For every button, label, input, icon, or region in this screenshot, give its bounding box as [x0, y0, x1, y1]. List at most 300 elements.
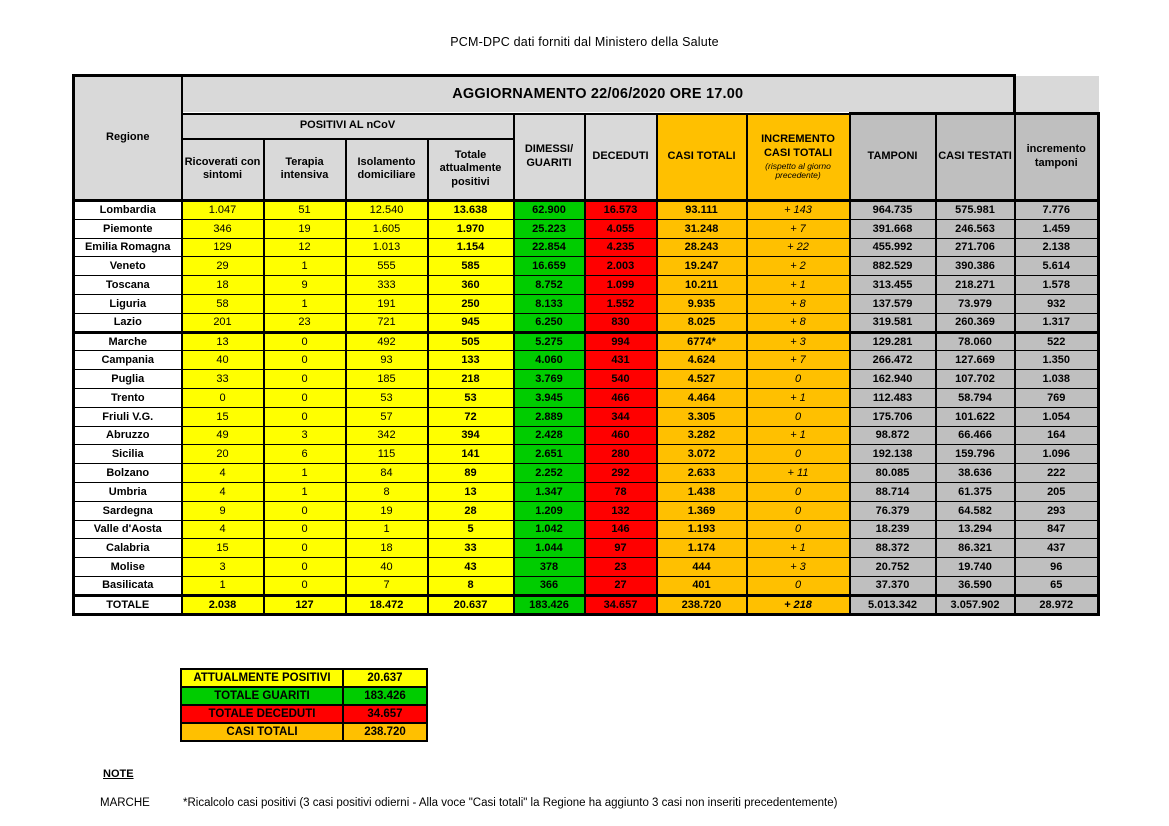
data-cell: 201 — [182, 313, 264, 332]
data-cell: 8 — [346, 482, 428, 501]
data-cell: 466 — [585, 388, 657, 407]
table-row — [74, 445, 1099, 464]
data-cell: 7.776 — [1015, 201, 1099, 220]
data-cell: 830 — [585, 313, 657, 332]
region-cell: Sicilia — [74, 445, 182, 464]
data-cell: + 11 — [747, 464, 850, 483]
data-cell: 53 — [428, 388, 514, 407]
data-cell: 3 — [264, 426, 346, 445]
data-cell: 390.386 — [936, 257, 1015, 276]
data-cell: 1 — [264, 257, 346, 276]
data-cell: 33 — [428, 539, 514, 558]
data-cell: 460 — [585, 426, 657, 445]
summary-row — [181, 687, 427, 705]
table-row — [74, 238, 1099, 257]
data-cell: 0 — [264, 407, 346, 426]
data-cell: 5.275 — [514, 332, 585, 351]
data-cell: 4.055 — [585, 219, 657, 238]
data-cell: 185 — [346, 370, 428, 389]
covid-data-table — [72, 74, 1100, 616]
data-cell: 455.992 — [850, 238, 936, 257]
data-cell: 36.590 — [936, 576, 1015, 595]
data-cell: 51 — [264, 201, 346, 220]
data-cell: 964.735 — [850, 201, 936, 220]
data-cell: 366 — [514, 576, 585, 595]
data-cell: 1.054 — [1015, 407, 1099, 426]
data-cell: 20.752 — [850, 558, 936, 577]
data-cell: + 2 — [747, 257, 850, 276]
data-cell: 218 — [428, 370, 514, 389]
data-cell: 0 — [264, 351, 346, 370]
data-cell: 19 — [346, 501, 428, 520]
total-row — [74, 595, 1099, 614]
summary-label: CASI TOTALI — [181, 723, 343, 741]
data-cell: + 3 — [747, 332, 850, 351]
data-cell: 6 — [264, 445, 346, 464]
data-cell: 292 — [585, 464, 657, 483]
data-cell: 164 — [1015, 426, 1099, 445]
table-row — [74, 482, 1099, 501]
data-cell: 20 — [182, 445, 264, 464]
header-incremento-tamponi: incremento tamponi — [1015, 114, 1099, 201]
region-cell: Friuli V.G. — [74, 407, 182, 426]
summary-table-body — [181, 669, 427, 741]
data-cell: 97 — [585, 539, 657, 558]
region-cell: Marche — [74, 332, 182, 351]
data-cell: 293 — [1015, 501, 1099, 520]
summary-table — [180, 668, 428, 742]
data-cell: 127.669 — [936, 351, 1015, 370]
data-cell: 78 — [585, 482, 657, 501]
data-cell: 945 — [428, 313, 514, 332]
data-cell: 37.370 — [850, 576, 936, 595]
data-cell: 2.138 — [1015, 238, 1099, 257]
data-cell: 0 — [747, 407, 850, 426]
data-cell: 5.013.342 — [850, 595, 936, 614]
table-row — [74, 426, 1099, 445]
data-cell: 29 — [182, 257, 264, 276]
header-row-banner — [74, 76, 1099, 114]
data-cell: 141 — [428, 445, 514, 464]
data-cell: 13 — [182, 332, 264, 351]
header-deceduti: DECEDUTI — [585, 114, 657, 201]
data-cell: 0 — [264, 388, 346, 407]
summary-row — [181, 723, 427, 741]
data-cell: 444 — [657, 558, 747, 577]
data-cell: 280 — [585, 445, 657, 464]
data-cell: 23 — [264, 313, 346, 332]
data-cell: 88.714 — [850, 482, 936, 501]
data-cell: 129 — [182, 238, 264, 257]
summary-row — [181, 669, 427, 687]
data-cell: 3.057.902 — [936, 595, 1015, 614]
data-cell: 65 — [1015, 576, 1099, 595]
data-cell: 96 — [1015, 558, 1099, 577]
data-cell: 1.044 — [514, 539, 585, 558]
data-cell: 38.636 — [936, 464, 1015, 483]
data-cell: 43 — [428, 558, 514, 577]
data-cell: 0 — [747, 482, 850, 501]
data-cell: 2.889 — [514, 407, 585, 426]
region-cell: Lazio — [74, 313, 182, 332]
data-cell: 15 — [182, 407, 264, 426]
region-cell: Trento — [74, 388, 182, 407]
data-cell: 437 — [1015, 539, 1099, 558]
data-cell: 22.854 — [514, 238, 585, 257]
data-cell: 129.281 — [850, 332, 936, 351]
data-cell: 12.540 — [346, 201, 428, 220]
header-terapia-intensiva: Terapia intensiva — [264, 139, 346, 201]
data-cell: 6774* — [657, 332, 747, 351]
data-cell: + 7 — [747, 219, 850, 238]
data-cell: 137.579 — [850, 294, 936, 313]
data-cell: 13.294 — [936, 520, 1015, 539]
data-cell: 66.466 — [936, 426, 1015, 445]
header-top-right-spacer — [1015, 76, 1099, 114]
data-cell: 64.582 — [936, 501, 1015, 520]
data-cell: 175.706 — [850, 407, 936, 426]
header-incremento-casi-note: (rispetto al giorno precedente) — [765, 160, 831, 180]
data-cell: 1.154 — [428, 238, 514, 257]
data-cell: 394 — [428, 426, 514, 445]
data-cell: 1 — [346, 520, 428, 539]
summary-value: 20.637 — [343, 669, 427, 687]
data-cell: 93 — [346, 351, 428, 370]
update-banner: AGGIORNAMENTO 22/06/2020 ORE 17.00 — [182, 76, 1015, 114]
summary-value: 238.720 — [343, 723, 427, 741]
data-cell: + 218 — [747, 595, 850, 614]
data-cell: 1.013 — [346, 238, 428, 257]
data-cell: 133 — [428, 351, 514, 370]
table-row — [74, 539, 1099, 558]
data-cell: 127 — [264, 595, 346, 614]
summary-label: TOTALE DECEDUTI — [181, 705, 343, 723]
data-cell: + 8 — [747, 294, 850, 313]
data-cell: 72 — [428, 407, 514, 426]
data-cell: 192.138 — [850, 445, 936, 464]
data-cell: 721 — [346, 313, 428, 332]
header-incremento-casi-label: INCREMENTO CASI TOTALI — [761, 133, 835, 159]
data-cell: 1 — [182, 576, 264, 595]
table-row — [74, 388, 1099, 407]
data-cell: 57 — [346, 407, 428, 426]
data-cell: 18.239 — [850, 520, 936, 539]
data-cell: 9 — [182, 501, 264, 520]
data-cell: 0 — [264, 576, 346, 595]
data-cell: 20.637 — [428, 595, 514, 614]
table-row — [74, 219, 1099, 238]
data-cell: 146 — [585, 520, 657, 539]
data-cell: 8.133 — [514, 294, 585, 313]
data-cell: 78.060 — [936, 332, 1015, 351]
data-cell: 53 — [346, 388, 428, 407]
data-cell: 33 — [182, 370, 264, 389]
data-cell: 5 — [428, 520, 514, 539]
data-cell: 98.872 — [850, 426, 936, 445]
data-cell: 28.972 — [1015, 595, 1099, 614]
data-cell: 1.459 — [1015, 219, 1099, 238]
table-row — [74, 313, 1099, 332]
data-cell: 13 — [428, 482, 514, 501]
data-cell: 28.243 — [657, 238, 747, 257]
data-cell: 1.047 — [182, 201, 264, 220]
header-dimessi-guariti: DIMESSI/ GUARITI — [514, 114, 585, 201]
data-cell: 25.223 — [514, 219, 585, 238]
data-cell: 49 — [182, 426, 264, 445]
header-positivi-group: POSITIVI AL nCoV — [182, 114, 514, 139]
data-cell: 9.935 — [657, 294, 747, 313]
data-cell: 0 — [747, 370, 850, 389]
data-cell: + 143 — [747, 201, 850, 220]
data-cell: 205 — [1015, 482, 1099, 501]
data-cell: 34.657 — [585, 595, 657, 614]
table-row — [74, 332, 1099, 351]
data-cell: 505 — [428, 332, 514, 351]
region-cell: Molise — [74, 558, 182, 577]
table-row — [74, 351, 1099, 370]
data-cell: 271.706 — [936, 238, 1015, 257]
data-cell: 932 — [1015, 294, 1099, 313]
data-cell: 0 — [747, 520, 850, 539]
data-cell: 769 — [1015, 388, 1099, 407]
header-casi-totali: CASI TOTALI — [657, 114, 747, 201]
region-cell: Puglia — [74, 370, 182, 389]
data-cell: 1.174 — [657, 539, 747, 558]
data-cell: 3.769 — [514, 370, 585, 389]
data-cell: 88.372 — [850, 539, 936, 558]
table-row — [74, 520, 1099, 539]
data-cell: 2.038 — [182, 595, 264, 614]
table-row — [74, 201, 1099, 220]
data-cell: 12 — [264, 238, 346, 257]
table-row — [74, 294, 1099, 313]
data-cell: 18 — [346, 539, 428, 558]
data-cell: 10.211 — [657, 276, 747, 295]
data-cell: 1.099 — [585, 276, 657, 295]
data-cell: 28 — [428, 501, 514, 520]
summary-label: ATTUALMENTE POSITIVI — [181, 669, 343, 687]
data-cell: 1.193 — [657, 520, 747, 539]
data-cell: 4 — [182, 482, 264, 501]
data-cell: + 22 — [747, 238, 850, 257]
header-casi-testati: CASI TESTATI — [936, 114, 1015, 201]
data-cell: 1.369 — [657, 501, 747, 520]
region-cell: Basilicata — [74, 576, 182, 595]
data-cell: 344 — [585, 407, 657, 426]
region-cell: Lombardia — [74, 201, 182, 220]
data-cell: 19 — [264, 219, 346, 238]
data-cell: 40 — [182, 351, 264, 370]
data-cell: 93.111 — [657, 201, 747, 220]
header-regione: Regione — [74, 76, 182, 201]
data-cell: 7 — [346, 576, 428, 595]
summary-row — [181, 705, 427, 723]
summary-value: 34.657 — [343, 705, 427, 723]
data-cell: 0 — [264, 558, 346, 577]
region-cell: Piemonte — [74, 219, 182, 238]
data-cell: 86.321 — [936, 539, 1015, 558]
table-row — [74, 501, 1099, 520]
data-cell: 18 — [182, 276, 264, 295]
data-cell: 3 — [182, 558, 264, 577]
data-cell: 1.438 — [657, 482, 747, 501]
data-cell: 8.025 — [657, 313, 747, 332]
note-text: *Ricalcolo casi positivi (3 casi positivi odierni - Alla voce "Casi totali" la Regione ha aggiunto 3 casi non inseriti precedentemente) — [183, 797, 838, 809]
data-cell: 0 — [264, 501, 346, 520]
data-cell: 391.668 — [850, 219, 936, 238]
data-cell: 401 — [657, 576, 747, 595]
region-cell: Valle d'Aosta — [74, 520, 182, 539]
data-cell: 18.472 — [346, 595, 428, 614]
table-row — [74, 407, 1099, 426]
data-cell: 1.552 — [585, 294, 657, 313]
data-cell: 246.563 — [936, 219, 1015, 238]
data-cell: 76.379 — [850, 501, 936, 520]
data-cell: 1.209 — [514, 501, 585, 520]
note-region-label: MARCHE — [100, 797, 150, 809]
data-cell: 6.250 — [514, 313, 585, 332]
table-row — [74, 464, 1099, 483]
data-cell: 4.235 — [585, 238, 657, 257]
data-cell: 522 — [1015, 332, 1099, 351]
data-cell: 1.970 — [428, 219, 514, 238]
data-cell: 585 — [428, 257, 514, 276]
data-cell: 73.979 — [936, 294, 1015, 313]
data-cell: + 1 — [747, 426, 850, 445]
data-cell: 191 — [346, 294, 428, 313]
data-cell: 1.578 — [1015, 276, 1099, 295]
data-cell: 15 — [182, 539, 264, 558]
data-cell: 58.794 — [936, 388, 1015, 407]
data-cell: + 1 — [747, 539, 850, 558]
data-cell: 2.003 — [585, 257, 657, 276]
region-cell: TOTALE — [74, 595, 182, 614]
summary-value: 183.426 — [343, 687, 427, 705]
data-cell: 183.426 — [514, 595, 585, 614]
data-cell: 3.282 — [657, 426, 747, 445]
data-cell: 1 — [264, 294, 346, 313]
region-cell: Sardegna — [74, 501, 182, 520]
data-cell: 2.633 — [657, 464, 747, 483]
table-row — [74, 370, 1099, 389]
summary-label: TOTALE GUARITI — [181, 687, 343, 705]
data-cell: 4.624 — [657, 351, 747, 370]
data-cell: 492 — [346, 332, 428, 351]
data-cell: 4.464 — [657, 388, 747, 407]
data-cell: 313.455 — [850, 276, 936, 295]
table-row — [74, 257, 1099, 276]
data-cell: 540 — [585, 370, 657, 389]
data-cell: 575.981 — [936, 201, 1015, 220]
data-cell: 62.900 — [514, 201, 585, 220]
data-cell: 0 — [264, 370, 346, 389]
data-cell: 360 — [428, 276, 514, 295]
note-item — [100, 797, 837, 809]
data-cell: 8.752 — [514, 276, 585, 295]
data-cell: 1.347 — [514, 482, 585, 501]
region-cell: Toscana — [74, 276, 182, 295]
data-cell: 8 — [428, 576, 514, 595]
data-cell: 9 — [264, 276, 346, 295]
data-cell: 23 — [585, 558, 657, 577]
data-cell: 27 — [585, 576, 657, 595]
data-cell: 4 — [182, 520, 264, 539]
data-cell: 260.369 — [936, 313, 1015, 332]
data-cell: + 1 — [747, 388, 850, 407]
header-ricoverati: Ricoverati con sintomi — [182, 139, 264, 201]
data-cell: 266.472 — [850, 351, 936, 370]
region-cell: Abruzzo — [74, 426, 182, 445]
region-cell: Bolzano — [74, 464, 182, 483]
data-cell: 431 — [585, 351, 657, 370]
data-cell: 0 — [264, 332, 346, 351]
data-cell: 19.740 — [936, 558, 1015, 577]
data-cell: 1.042 — [514, 520, 585, 539]
data-cell: 4.060 — [514, 351, 585, 370]
data-cell: 1.038 — [1015, 370, 1099, 389]
data-cell: 1.350 — [1015, 351, 1099, 370]
header-isolamento: Isolamento domiciliare — [346, 139, 428, 201]
table-row — [74, 276, 1099, 295]
data-cell: 218.271 — [936, 276, 1015, 295]
data-cell: 2.428 — [514, 426, 585, 445]
data-cell: 0 — [264, 539, 346, 558]
region-cell: Campania — [74, 351, 182, 370]
data-cell: 162.940 — [850, 370, 936, 389]
data-cell: 3.305 — [657, 407, 747, 426]
data-cell: 115 — [346, 445, 428, 464]
table-row — [74, 576, 1099, 595]
data-cell: + 1 — [747, 276, 850, 295]
data-cell: + 7 — [747, 351, 850, 370]
region-cell: Liguria — [74, 294, 182, 313]
notes-heading: NOTE — [103, 768, 134, 780]
data-cell: 84 — [346, 464, 428, 483]
data-cell: 2.252 — [514, 464, 585, 483]
header-row-groups — [74, 114, 1099, 139]
data-cell: 159.796 — [936, 445, 1015, 464]
data-cell: 0 — [747, 445, 850, 464]
data-cell: 222 — [1015, 464, 1099, 483]
data-cell: 847 — [1015, 520, 1099, 539]
header-totale-positivi: Totale attualmente positivi — [428, 139, 514, 201]
data-cell: 319.581 — [850, 313, 936, 332]
data-cell: 0 — [747, 576, 850, 595]
data-cell: 1.317 — [1015, 313, 1099, 332]
covid-table-body — [74, 201, 1099, 615]
data-cell: 16.573 — [585, 201, 657, 220]
data-cell: 346 — [182, 219, 264, 238]
page-title: PCM-DPC dati forniti dal Ministero della Salute — [450, 35, 719, 49]
table-row — [74, 558, 1099, 577]
data-cell: 2.651 — [514, 445, 585, 464]
header-incremento-casi — [747, 114, 850, 201]
data-cell: 378 — [514, 558, 585, 577]
data-cell: 19.247 — [657, 257, 747, 276]
data-cell: 61.375 — [936, 482, 1015, 501]
data-cell: 1.096 — [1015, 445, 1099, 464]
data-cell: 882.529 — [850, 257, 936, 276]
data-cell: 342 — [346, 426, 428, 445]
data-cell: 101.622 — [936, 407, 1015, 426]
data-cell: 0 — [264, 520, 346, 539]
data-cell: 107.702 — [936, 370, 1015, 389]
data-cell: 333 — [346, 276, 428, 295]
data-cell: + 8 — [747, 313, 850, 332]
data-cell: 238.720 — [657, 595, 747, 614]
data-cell: 0 — [182, 388, 264, 407]
region-cell: Emilia Romagna — [74, 238, 182, 257]
